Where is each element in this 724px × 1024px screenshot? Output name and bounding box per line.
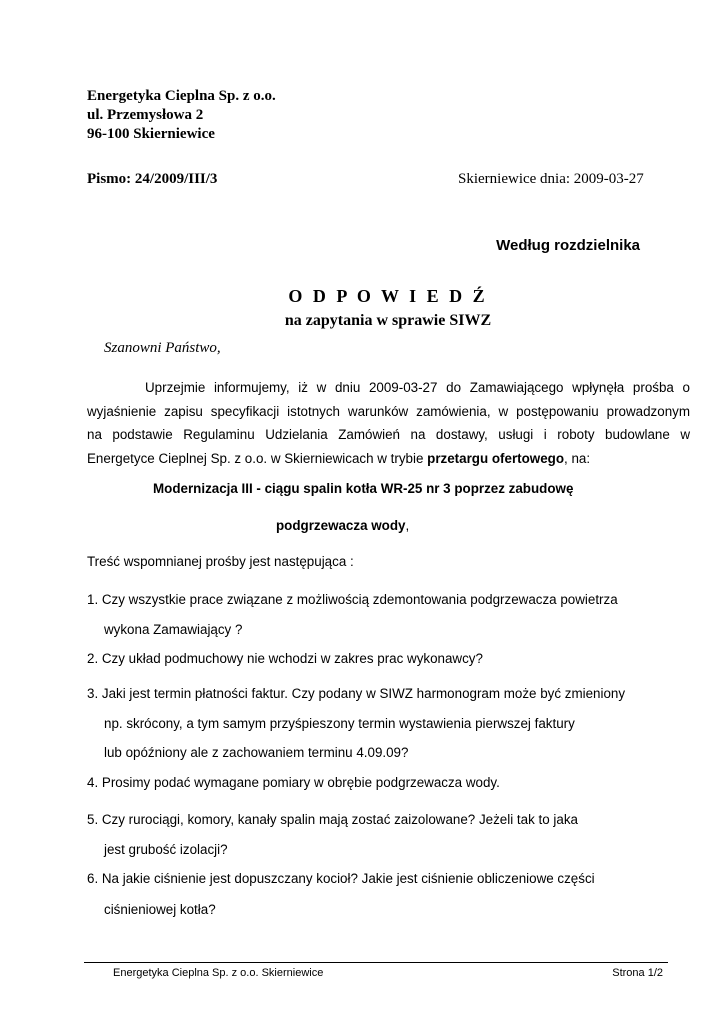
- footer-divider: [84, 962, 668, 963]
- sender-city: 96-100 Skierniewice: [87, 126, 215, 142]
- body-line-2: wyjaśnienie zapisu specyfikacji istotnych warunków zamówienia, w postępowaniu prowadzonym: [87, 403, 690, 419]
- question-4: 4. Prosimy podać wymagane pomiary w obrębie podgrzewacza wody.: [87, 775, 500, 790]
- question-6-line-1: 6. Na jakie ciśnienie jest dopuszczany kocioł? Jakie jest ciśnienie obliczeniowe części: [87, 871, 595, 886]
- body-line-1: Uprzejmie informujemy, iż w dniu 2009-03-27 do Zamawiającego wpłynęła prośba o: [145, 380, 690, 395]
- letter-reference: Pismo: 24/2009/III/3: [87, 171, 218, 187]
- letter-date: Skierniewice dnia: 2009-03-27: [458, 171, 644, 187]
- document-subtitle: na zapytania w sprawie SIWZ: [284, 312, 492, 329]
- tender-mode: przetargu ofertowego: [427, 450, 565, 466]
- greeting: Szanowni Państwo,: [104, 340, 221, 356]
- body-line-4: [87, 447, 690, 471]
- subject-line-1: Modernizacja III - ciągu spalin kotła WR-25 nr 3 poprzez zabudowę: [153, 481, 574, 496]
- subject-line-2-bold: podgrzewacza wody: [276, 518, 406, 533]
- question-3-line-3: lub opóźniony ale z zachowaniem terminu 4.09.09?: [104, 745, 409, 760]
- body-line-4-text: Energetyce Cieplnej Sp. z o.o. w Skierniewicach w trybie: [87, 450, 428, 466]
- footer-company: Energetyka Cieplna Sp. z o.o. Skierniewice: [113, 967, 324, 979]
- footer-page-number: Strona 1/2: [612, 967, 663, 979]
- recipient: Według rozdzielnika: [496, 237, 640, 254]
- subject-line-2: [276, 518, 409, 533]
- sender-address: [87, 87, 276, 144]
- question-5-line-1: 5. Czy rurociągi, komory, kanały spalin mają zostać zaizolowane? Jeżeli tak to jaka: [87, 812, 578, 827]
- question-3-line-2: np. skrócony, a tym samym przyśpieszony termin wystawienia pierwszej faktury: [104, 716, 575, 731]
- body-line-3: na podstawie Regulaminu Udzielania Zamówień na dostawy, usługi i roboty budowlane w: [87, 427, 690, 442]
- subject-line-2-suffix: ,: [405, 518, 410, 533]
- question-1-line-1: 1. Czy wszystkie prace związane z możliwością zdemontowania podgrzewacza powietrza: [87, 592, 618, 607]
- document-title: O D P O W I E D Ź: [288, 286, 488, 306]
- body-paragraph: [87, 376, 690, 470]
- sender-name: Energetyka Cieplna Sp. z o.o.: [87, 88, 276, 104]
- body-line-4-end: , na:: [564, 450, 591, 466]
- question-1-line-2: wykona Zamawiający ?: [104, 622, 243, 637]
- questions-intro: Treść wspomnianej prośby jest następująca :: [87, 554, 354, 569]
- question-5-line-2: jest grubość izolacji?: [104, 842, 228, 857]
- question-3-line-1: 3. Jaki jest termin płatności faktur. Czy podany w SIWZ harmonogram może być zmieniony: [87, 686, 626, 701]
- question-6-line-2: ciśnieniowej kotła?: [104, 902, 216, 917]
- question-2: 2. Czy układ podmuchowy nie wchodzi w zakres prac wykonawcy?: [87, 651, 483, 666]
- sender-street: ul. Przemysłowa 2: [87, 107, 204, 123]
